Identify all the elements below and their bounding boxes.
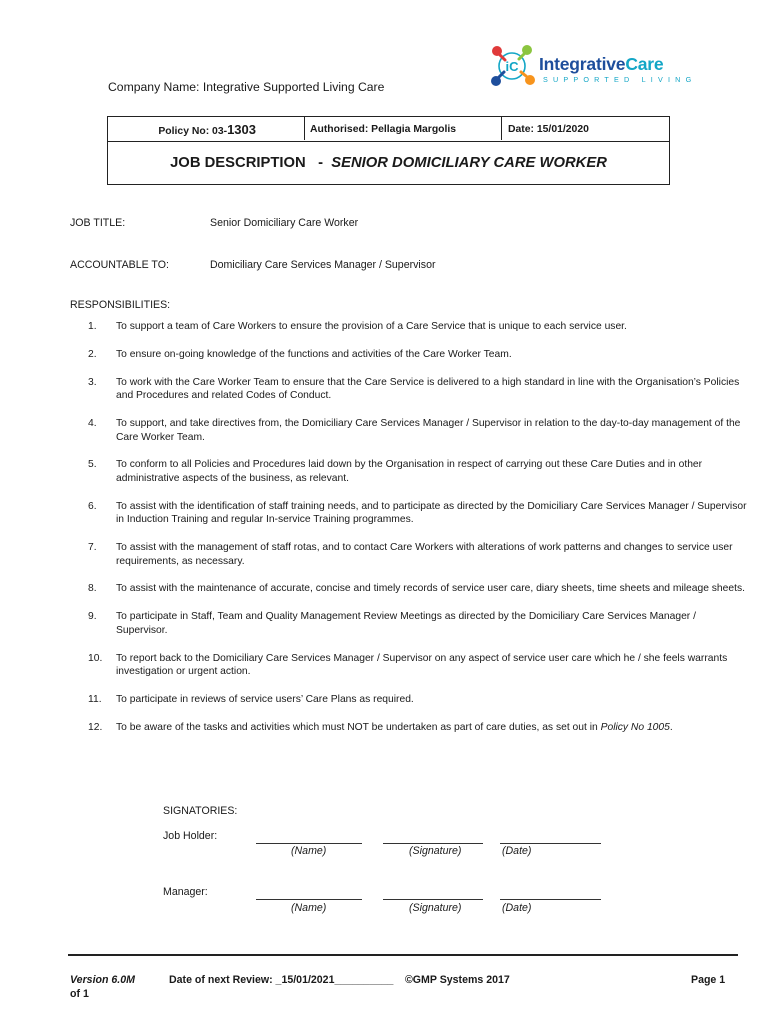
responsibility-text: To participate in Staff, Team and Quality Management Review Meetings as directed by the Domiciliary Care Services Manager / Supervisor. <box>116 611 696 636</box>
responsibility-text: To be aware of the tasks and activities which must NOT be undertaken as part of care duties, as set out in <box>116 721 601 733</box>
responsibility-text-end: . <box>669 721 673 733</box>
signature-caption: (Signature) <box>409 845 462 857</box>
responsibility-item <box>68 582 748 596</box>
logo-name: IntegrativeCare <box>539 54 664 74</box>
footer-page-of: of 1 <box>70 988 89 1000</box>
responsibility-item <box>68 417 748 444</box>
policy-header-table <box>107 116 670 185</box>
date-cell: Date: 15/01/2020 <box>508 124 589 135</box>
responsibilities-list <box>68 320 748 749</box>
responsibility-text: To assist with the maintenance of accurate, concise and timely records of service user care, diary sheets, time sheets and mileage sheets. <box>116 583 745 595</box>
manager-signature-line[interactable] <box>383 899 483 900</box>
policy-number: 1303 <box>227 122 256 137</box>
responsibility-number: 1. <box>88 321 97 332</box>
logo-mark-icon <box>487 42 537 90</box>
company-name: Company Name: Integrative Supported Living Care <box>108 80 385 94</box>
policy-reference: Policy No 1005 <box>600 721 670 733</box>
accountable-value: Domiciliary Care Services Manager / Supervisor <box>210 259 436 271</box>
job-title-value: Senior Domiciliary Care Worker <box>210 217 359 229</box>
job-holder-name-line[interactable] <box>256 843 362 844</box>
responsibility-number: 10. <box>88 652 103 664</box>
manager-name-line[interactable] <box>256 899 362 900</box>
responsibility-number: 9. <box>88 611 97 623</box>
responsibility-number: 5. <box>88 459 97 471</box>
signature-caption: (Signature) <box>409 902 462 914</box>
name-caption: (Name) <box>291 845 327 857</box>
responsibility-text: To report back to the Domiciliary Care Services Manager / Supervisor on any aspect of service user care which he / she feels warrants investigation or urgent action. <box>116 652 728 678</box>
responsibility-item <box>68 376 748 403</box>
name-caption: (Name) <box>291 902 327 914</box>
responsibility-number: 2. <box>88 348 97 360</box>
responsibility-number: 8. <box>88 583 97 595</box>
responsibility-number: 11. <box>88 693 102 705</box>
responsibility-text: To support a team of Care Workers to ensure the provision of a Care Service that is unique to each service user. <box>116 321 627 332</box>
responsibility-number: 3. <box>88 376 97 388</box>
footer-review-date: Date of next Review: _15/01/2021__________ <box>169 974 394 986</box>
policy-number-cell: Policy No: 03-1303 <box>108 117 305 140</box>
policy-header-row <box>108 117 669 142</box>
job-title-label: JOB TITLE: <box>70 217 126 229</box>
responsibility-text: To ensure on-going knowledge of the functions and activities of the Care Worker Team. <box>116 348 512 360</box>
job-holder-label: Job Holder: <box>163 830 218 842</box>
responsibility-item <box>68 693 748 707</box>
company-logo <box>487 42 697 90</box>
date-caption: (Date) <box>502 845 532 857</box>
responsibility-text: To conform to all Policies and Procedures laid down by the Organisation in respect of carrying out these Care Duties and in other administrative aspects of the business, as relevant. <box>116 459 703 484</box>
responsibility-item <box>68 500 748 527</box>
responsibility-text: To assist with the management of staff rotas, and to contact Care Workers with alterations of work patterns and changes to service user requirements, as necessary. <box>116 542 733 567</box>
signatories-heading: SIGNATORIES: <box>163 805 238 817</box>
footer-version: Version 6.0M <box>70 974 135 986</box>
responsibility-number: 4. <box>88 417 97 429</box>
responsibility-text: To work with the Care Worker Team to ensure that the Care Service is delivered to a high standard in line with the Organisation’s Policies and Procedures and related Codes of Conduct. <box>116 376 740 402</box>
responsibility-number: 6. <box>88 500 97 512</box>
logo-tagline: SUPPORTED LIVING <box>543 75 697 84</box>
responsibility-item <box>68 348 748 362</box>
accountable-label: ACCOUNTABLE TO: <box>70 259 169 271</box>
responsibility-text: To support, and take directives from, the Domiciliary Care Services Manager / Supervisor in relation to the day-to-day management of the Care Worker Team. <box>116 417 741 443</box>
responsibility-text: To assist with the identification of staff training needs, and to participate as directed by the Domiciliary Care Services Manager / Supervisor in Induction Training and regular In-service Training programmes. <box>116 500 747 526</box>
responsibility-item <box>68 541 748 568</box>
responsibility-item <box>68 610 748 637</box>
logo-initials: iC <box>505 59 519 74</box>
responsibility-item <box>68 652 748 679</box>
date-caption: (Date) <box>502 902 532 914</box>
responsibilities-label: RESPONSIBILITIES: <box>70 299 171 311</box>
footer-copyright: ©GMP Systems 2017 <box>405 974 510 986</box>
responsibility-item <box>68 458 748 485</box>
responsibility-item <box>68 721 748 735</box>
job-holder-date-line[interactable] <box>500 843 601 844</box>
authorised-cell: Authorised: Pellagia Margolis <box>305 117 502 140</box>
document-title: JOB DESCRIPTION - SENIOR DOMICILIARY CARE WORKER <box>170 155 607 171</box>
responsibility-item <box>68 320 748 334</box>
job-holder-signature-line[interactable] <box>383 843 483 844</box>
footer-divider <box>68 954 738 956</box>
manager-label: Manager: <box>163 886 208 898</box>
manager-date-line[interactable] <box>500 899 601 900</box>
responsibility-text: To participate in reviews of service users’ Care Plans as required. <box>116 693 414 705</box>
responsibility-number: 7. <box>88 542 97 554</box>
footer-page: Page 1 <box>691 974 726 986</box>
responsibility-number: 12. <box>88 721 103 733</box>
